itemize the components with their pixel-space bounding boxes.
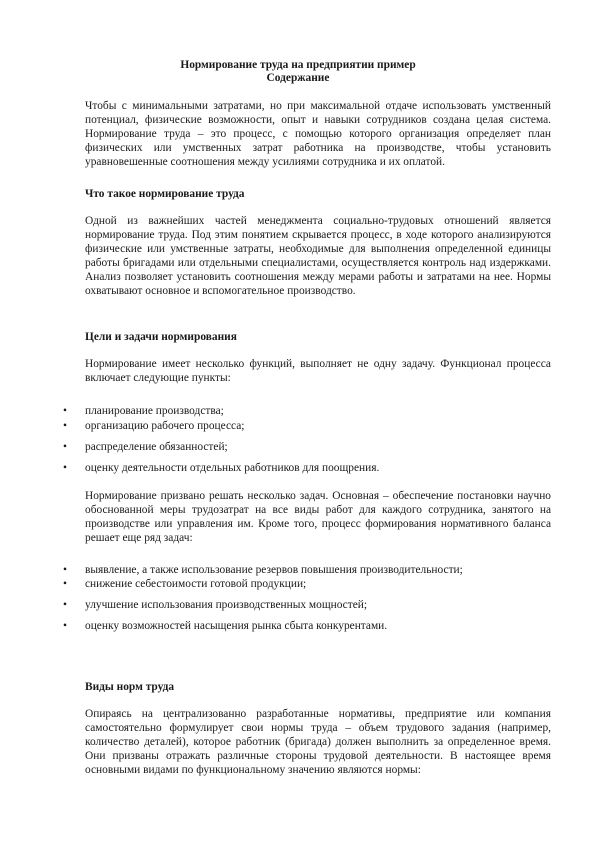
bullet-icon: • xyxy=(63,405,67,417)
document-subtitle: Содержание xyxy=(266,72,330,84)
list-item-text: оценку возможностей насыщения рынка сбыта конкурентами. xyxy=(85,620,388,632)
bullet-icon: • xyxy=(63,420,67,432)
section-heading-1: Что такое нормирование труда xyxy=(85,188,245,200)
section-heading-2: Цели и задачи нормирования xyxy=(85,331,237,343)
bullet-icon: • xyxy=(63,620,67,632)
bullet-icon: • xyxy=(63,564,67,576)
section-2-paragraph-2: Нормирование призвано решать несколько задач. Основная – обеспечение постановки научно обоснованной меры трудозатрат на все виды работ для каждого сотрудника, занятого на производстве или управления им. Кроме того, процесс формирования нормативного баланса решает еще ряд задач: xyxy=(85,490,551,544)
list-item-text: снижение себестоимости готовой продукции; xyxy=(85,578,307,590)
list-item-text: оценку деятельности отдельных работников для поощрения. xyxy=(85,462,380,474)
section-heading-3: Виды норм труда xyxy=(85,681,175,693)
section-2-paragraph: Нормирование имеет несколько функций, выполняет не одну задачу. Функционал процесса включает следующие пункты: xyxy=(85,358,551,384)
bullet-icon: • xyxy=(63,462,67,474)
section-3-paragraph: Опираясь на централизованно разработанные нормативы, предприятие или компания самостоятельно формулирует свои нормы труда – объем трудового задания (например, количество деталей), которое работник (бригада) должен выполнить за определенное время. Они призваны отражать различные стороны трудовой деятельности. В настоящее время основными видами по функциональному значению являются нормы: xyxy=(85,708,551,776)
intro-paragraph: Чтобы с минимальными затратами, но при максимальной отдаче использовать умственный потенциал, физические возможности, опыт и навыки сотрудников создана целая система. Нормирование труда – это процесс, с помощью которого организация определяет план физических или умственных затрат работника на производстве, чтобы установить уравновешенные соотношения между усилиями сотрудника и их оплатой. xyxy=(85,100,551,168)
bullet-icon: • xyxy=(63,599,67,611)
list-item-text: планирование производства; xyxy=(85,405,224,417)
list-item-text: улучшение использования производственных мощностей; xyxy=(85,599,368,611)
list-item-text: выявление, а также использование резервов повышения производительности; xyxy=(85,564,463,576)
bullet-icon: • xyxy=(63,441,67,453)
list-item-text: распределение обязанностей; xyxy=(85,441,228,453)
bullet-icon: • xyxy=(63,578,67,590)
document-title: Нормирование труда на предприятии пример xyxy=(180,59,416,71)
list-item-text: организацию рабочего процесса; xyxy=(85,420,245,432)
section-1-paragraph: Одной из важнейших частей менеджмента социально-трудовых отношений является нормирование труда. Под этим понятием скрывается процесс, в ходе которого анализируются физические или умственные затраты, необходимые для выполнения определенной единицы работы бригадами или отдельными специалистами, осуществляется контроль над издержками. Анализ позволяет установить соотношения между мерами работы и затратами на нее. Нормы охватывают основное и вспомогательное производство. xyxy=(85,215,551,297)
